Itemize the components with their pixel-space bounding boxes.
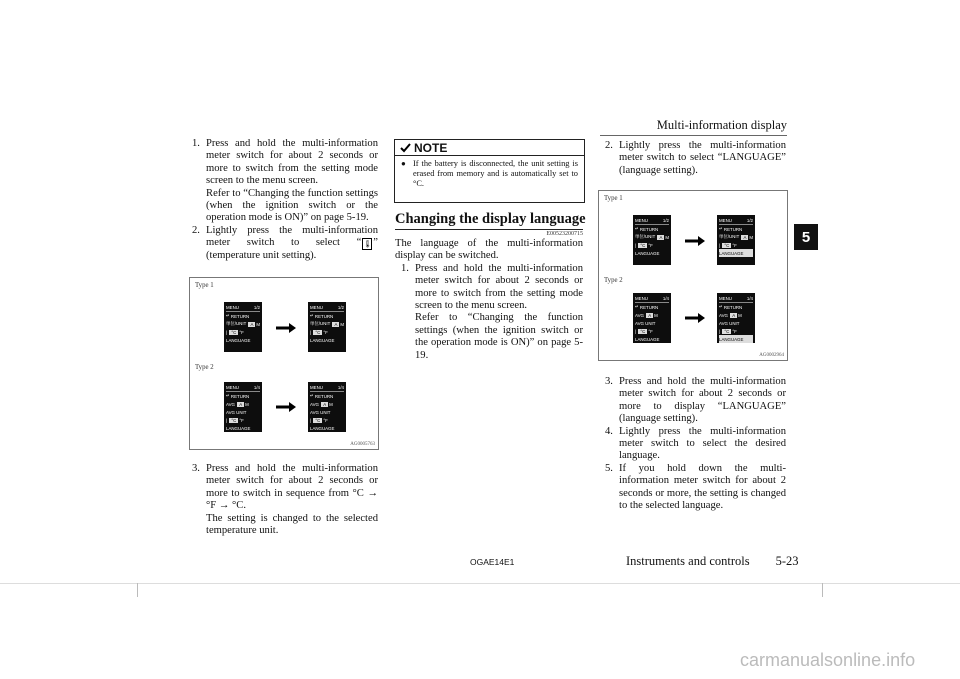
chapter-tab: 5 [794,224,818,250]
return-label: RETURN [639,304,659,310]
avg-label: AVG [635,312,644,318]
step-text [206,225,378,263]
unit-label: 単位/UNIT [635,234,656,239]
m-label: M [665,234,669,240]
m-label: M [749,234,753,240]
return-icon: ↵ [635,226,639,231]
thermometer-icon: | [719,328,721,334]
step-text: If you hold down the multi-information meter switch for about 2 seconds or more, the setting is changed to the selected language. [619,462,786,512]
screen-header [310,383,344,392]
step-number: 3. [192,463,200,474]
fahrenheit-label: °F [648,242,653,248]
celsius-box: °C [724,242,730,248]
thermometer-icon: | [226,329,228,335]
fahrenheit-label: °F [239,329,244,335]
temp-row [635,241,669,249]
screen-header [226,383,260,392]
m-label: M [654,312,658,318]
fahrenheit-label: °F [732,242,737,248]
section-code: E00523200715 [546,231,583,237]
screen-header [635,216,669,225]
avg-unit-label: AVG UNIT [719,320,740,326]
left-column [192,138,378,263]
fahrenheit-label: °F [239,417,244,423]
celsius-box: °C [640,328,646,334]
m-label: M [256,321,260,327]
arrow-right-icon [276,402,296,412]
fahrenheit-label: °F [648,328,653,334]
menu-label: MENU [635,295,648,301]
language-label: LANGUAGE [226,425,251,431]
page-number: 5-23 [775,554,799,568]
return-icon: ↵ [310,393,314,398]
middle-column [395,238,583,362]
celsius-box: °C [231,417,237,423]
avg-unit-row [310,408,344,416]
avg-a: A [648,312,652,318]
screen-type1-before [224,302,262,352]
footer-section-name: Instruments and controls [626,554,750,568]
screen-type1-after [308,302,346,352]
unit-label: 単位/UNIT [310,321,331,326]
arrow-right-icon [685,236,705,246]
celsius-box: °C [315,329,321,335]
avg-a: A [323,401,327,407]
return-label: RETURN [639,226,659,232]
section-title: Changing the display language [395,211,586,227]
unit-label: 単位/UNIT [226,321,247,326]
crop-mark [0,583,960,584]
screen-header [719,216,753,225]
avg-unit-label: AVG UNIT [226,409,247,415]
return-icon: ↵ [310,313,314,318]
step-number: 2. [192,224,200,236]
avg-row [310,400,344,408]
footer-section [626,554,799,569]
thermometer-icon: | [310,329,312,335]
page-indicator: 1/2 [337,304,344,310]
avg-unit-label: AVG UNIT [635,320,656,326]
m-label: M [340,321,344,327]
thermometer-icon: | [719,242,721,248]
language-row [310,336,344,344]
unit-label: 単位/UNIT [719,234,740,239]
step-text-after: ” (temperature unit setting). [206,237,378,262]
right-step-4 [605,426,786,463]
temp-row [635,327,669,335]
screen-type2-before [224,382,262,432]
page-indicator: 1/4 [662,295,669,301]
figure-temperature-unit [189,277,379,450]
return-row [719,303,753,311]
step-text: Lightly press the multi-information meter switch to select “LANGUAGE” (language setting). [619,140,786,176]
avg-unit-row [719,319,753,327]
avg-unit-label: AVG UNIT [310,409,331,415]
right-column-top [605,140,786,177]
avg-row [719,311,753,319]
unit-row [635,233,669,241]
step-note: The setting is changed to the selected temperature unit. [206,512,378,537]
figure-label-type-2: Type 2 [604,277,623,284]
language-row [635,335,669,343]
avg-a: A [732,312,736,318]
step-number: 5. [605,462,613,474]
language-label: LANGUAGE [635,336,660,342]
screen-header [635,294,669,303]
step-number: 3. [605,376,613,387]
arrow-right-icon [685,313,705,323]
screen-type1-after [717,215,755,265]
left-step-1 [192,138,378,225]
avg-label: AVG [310,401,319,407]
menu-label: MENU [310,384,323,390]
left-step-2 [192,225,378,263]
right-step-5 [605,463,786,513]
menu-label: MENU [226,304,239,310]
section-rule [395,229,583,230]
language-row [226,424,260,432]
screen-type2-before [633,293,671,343]
footer-code: OGAE14E1 [470,557,515,567]
m-label: M [738,312,742,318]
note-title: NOTE [414,140,448,155]
arrow-right-icon [276,323,296,333]
language-row [635,249,669,257]
page-indicator: 1/2 [253,304,260,310]
screen-header [310,303,344,312]
step-number: 1. [192,138,200,149]
menu-label: MENU [635,217,648,223]
fahrenheit-label: °F [323,417,328,423]
note-box [394,139,585,203]
thermometer-icon: | [635,328,637,334]
menu-label: MENU [310,304,323,310]
language-row-selected [719,249,753,257]
avg-label: AVG [226,401,235,407]
return-row [310,312,344,320]
right-step-3 [605,376,786,426]
note-text: If the battery is disconnected, the unit setting is erased from memory and is automatically set to °C. [413,159,578,188]
return-icon: ↵ [719,304,723,309]
step-text: Press and hold the multi-information meter switch for about 2 seconds or more to switch from the setting mode screen to the menu screen. [206,138,378,187]
temp-row [310,416,344,424]
return-row [310,392,344,400]
language-label: LANGUAGE [310,425,335,431]
section-intro: The language of the multi-information display can be switched. [395,238,583,262]
screen-type2-after [308,382,346,432]
return-label: RETURN [723,226,743,232]
page-indicator: 1/4 [337,384,344,390]
m-label: M [329,401,333,407]
avg-row [226,400,260,408]
note-body [395,156,584,193]
step-reference: Refer to “Changing the function settings (when the ignition switch or the operation mode is ON)” on page 5-19. [415,312,583,361]
step-reference: Refer to “Changing the function settings (when the ignition switch or the operation mode is ON)” on page 5-19. [206,187,378,224]
figure-label-type-2: Type 2 [195,364,214,371]
screen-header [719,294,753,303]
avg-label: AVG [719,312,728,318]
step-text: Press and hold the multi-information meter switch for about 2 seconds or more to switch in sequence from °C → °F → °C. [206,463,378,512]
language-label: LANGUAGE [226,337,251,343]
figure-label-type-1: Type 1 [195,282,214,289]
thermometer-icon: 🌡︎ [363,240,373,249]
celsius-box: °C [640,242,646,248]
fahrenheit-label: °F [732,328,737,334]
step-text-before: Lightly press the multi-information meter switch to select “ [206,224,378,249]
menu-label: MENU [226,384,239,390]
unit-row [310,320,344,328]
return-label: RETURN [314,393,334,399]
middle-step-1 [401,263,583,362]
step-number: 4. [605,425,613,437]
celsius-box: °C [231,329,237,335]
page-indicator: 1/4 [253,384,260,390]
return-row [226,392,260,400]
page-indicator: 1/2 [746,217,753,223]
language-label: LANGUAGE [635,250,660,256]
return-row [635,303,669,311]
return-label: RETURN [723,304,743,310]
return-label: RETURN [230,313,250,319]
unit-a: A [743,234,747,240]
page-indicator: 1/2 [662,217,669,223]
header-rule [600,135,787,136]
celsius-box: °C [315,417,321,423]
language-label: LANGUAGE [719,250,744,256]
temp-row [310,328,344,336]
step-number: 2. [605,140,613,151]
return-row [719,225,753,233]
return-icon: ↵ [226,313,230,318]
watermark: carmanualsonline.info [740,650,916,670]
right-column-lower [605,376,786,512]
figure-label-type-1: Type 1 [604,195,623,202]
unit-a: A [250,321,254,327]
bullet-icon: ● [401,159,406,168]
right-step-2 [605,140,786,177]
unit-a: A [334,321,338,327]
temp-row [719,241,753,249]
left-step-3 [192,463,378,537]
unit-row [719,233,753,241]
temp-row [719,327,753,335]
thermometer-icon: | [310,417,312,423]
thermometer-icon: | [226,417,228,423]
thermometer-icon: | [635,242,637,248]
unit-row [226,320,260,328]
step-text: Lightly press the multi-information meter switch to select the desired language. [619,425,786,462]
figure-code: AG0002964 [759,353,784,358]
figure-language [598,190,788,361]
language-row [226,336,260,344]
language-label: LANGUAGE [719,336,744,342]
return-label: RETURN [314,313,334,319]
celsius-box: °C [724,328,730,334]
screen-type1-before [633,215,671,265]
return-icon: ↵ [226,393,230,398]
unit-a: A [659,234,663,240]
avg-row [635,311,669,319]
language-label: LANGUAGE [310,337,335,343]
step-text: Press and hold the multi-information meter switch for about 2 seconds or more to display “LANGUAGE” (language setting). [619,376,786,425]
running-header-title: Multi-information display [656,118,787,132]
return-row [226,312,260,320]
language-row [310,424,344,432]
avg-unit-row [635,319,669,327]
menu-label: MENU [719,217,732,223]
note-header [395,140,584,156]
screen-type2-after [717,293,755,343]
step-number: 1. [401,262,409,274]
figure-code: AG0005763 [350,442,375,447]
temp-row [226,416,260,424]
screen-header [226,303,260,312]
page-indicator: 1/4 [746,295,753,301]
return-row [635,225,669,233]
fahrenheit-label: °F [323,329,328,335]
menu-label: MENU [719,295,732,301]
return-icon: ↵ [635,304,639,309]
language-row-selected [719,335,753,343]
avg-a: A [239,401,243,407]
left-column-lower [192,463,378,537]
check-icon [400,143,411,153]
crop-mark [137,583,138,597]
temp-row [226,328,260,336]
step-text: Press and hold the multi-information meter switch for about 2 seconds or more to switch from the setting mode screen to the menu screen. [415,262,583,312]
avg-unit-row [226,408,260,416]
m-label: M [245,401,249,407]
return-label: RETURN [230,393,250,399]
return-icon: ↵ [719,226,723,231]
crop-mark [822,583,823,597]
